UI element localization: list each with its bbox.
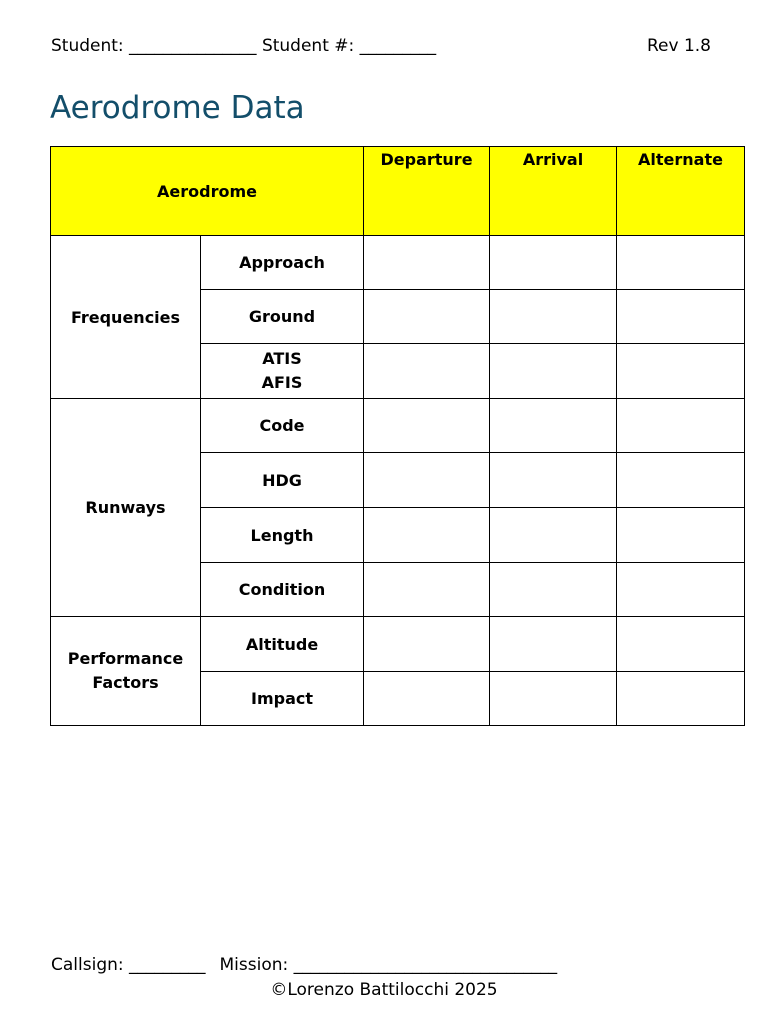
cell-hdg-arrival[interactable] (490, 453, 617, 508)
group-frequencies: Frequencies (51, 236, 201, 399)
student-fields[interactable]: Student: _______________ Student #: _________ (51, 36, 437, 56)
row-label-approach: Approach (201, 236, 364, 290)
page-title: Aerodrome Data (50, 90, 305, 126)
row-label-hdg: HDG (201, 453, 364, 508)
cell-ground-arrival[interactable] (490, 290, 617, 344)
row-label-impact: Impact (201, 672, 364, 726)
group-runways: Runways (51, 399, 201, 617)
mission-field[interactable]: Mission: _______________________________ (219, 955, 558, 975)
cell-altitude-departure[interactable] (364, 617, 490, 672)
header-arrival: Arrival (490, 147, 617, 236)
cell-atis-alternate[interactable] (617, 344, 745, 399)
table-row (51, 236, 745, 290)
header-departure: Departure (364, 147, 490, 236)
revision-label: Rev 1.8 (646, 36, 711, 56)
callsign-field[interactable]: Callsign: _________ (51, 955, 206, 975)
cell-length-arrival[interactable] (490, 508, 617, 563)
cell-altitude-arrival[interactable] (490, 617, 617, 672)
cell-code-departure[interactable] (364, 399, 490, 453)
row-label-code: Code (201, 399, 364, 453)
afis-label: AFIS (261, 373, 303, 392)
table-header-row (51, 147, 745, 236)
cell-code-alternate[interactable] (617, 399, 745, 453)
row-label-condition: Condition (201, 563, 364, 617)
cell-hdg-departure[interactable] (364, 453, 490, 508)
cell-approach-arrival[interactable] (490, 236, 617, 290)
atis-label: ATIS (262, 349, 302, 368)
row-label-atis-afis (201, 344, 364, 399)
factors-label: Factors (92, 673, 159, 692)
cell-condition-departure[interactable] (364, 563, 490, 617)
form-header (51, 36, 711, 58)
cell-impact-alternate[interactable] (617, 672, 745, 726)
row-label-altitude: Altitude (201, 617, 364, 672)
cell-atis-arrival[interactable] (490, 344, 617, 399)
cell-ground-departure[interactable] (364, 290, 490, 344)
cell-approach-departure[interactable] (364, 236, 490, 290)
form-footer (51, 955, 557, 975)
header-aerodrome: Aerodrome (51, 147, 364, 236)
cell-condition-arrival[interactable] (490, 563, 617, 617)
cell-approach-alternate[interactable] (617, 236, 745, 290)
cell-altitude-alternate[interactable] (617, 617, 745, 672)
cell-impact-departure[interactable] (364, 672, 490, 726)
cell-length-alternate[interactable] (617, 508, 745, 563)
group-performance-factors (51, 617, 201, 726)
header-alternate: Alternate (617, 147, 745, 236)
cell-condition-alternate[interactable] (617, 563, 745, 617)
cell-atis-departure[interactable] (364, 344, 490, 399)
table-row (51, 617, 745, 672)
cell-code-arrival[interactable] (490, 399, 617, 453)
cell-hdg-alternate[interactable] (617, 453, 745, 508)
copyright-notice: ©Lorenzo Battilocchi 2025 (270, 980, 498, 1000)
row-label-length: Length (201, 508, 364, 563)
performance-label: Performance (67, 649, 184, 668)
cell-ground-alternate[interactable] (617, 290, 745, 344)
cell-length-departure[interactable] (364, 508, 490, 563)
aerodrome-data-table (50, 146, 745, 726)
row-label-ground: Ground (201, 290, 364, 344)
table-row (51, 399, 745, 453)
cell-impact-arrival[interactable] (490, 672, 617, 726)
